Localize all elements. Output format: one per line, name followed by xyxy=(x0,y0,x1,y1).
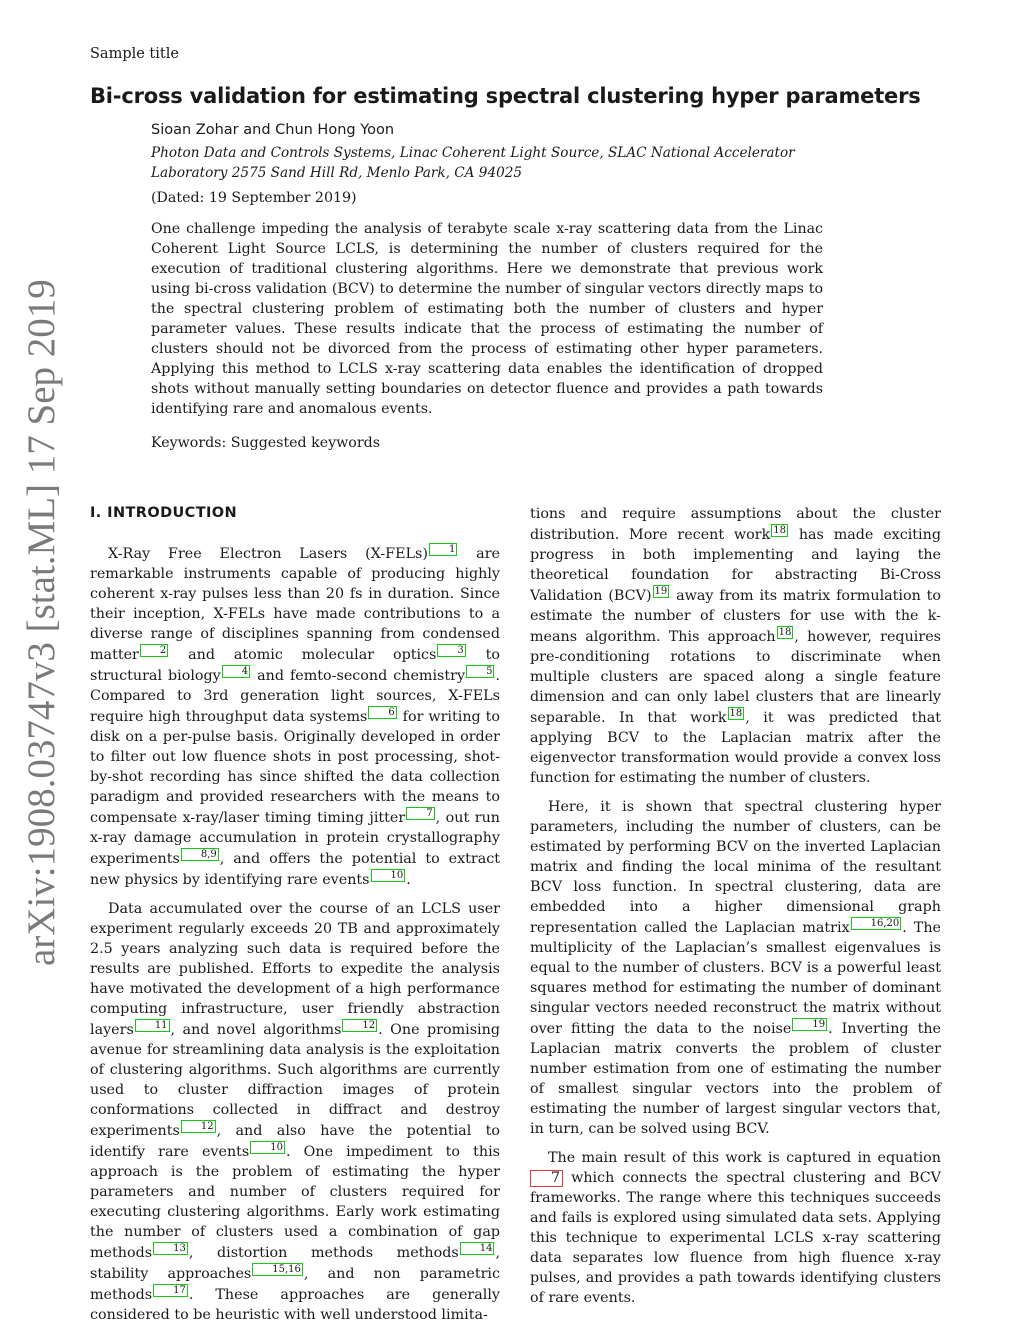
equation-link[interactable]: 7 xyxy=(530,1170,563,1187)
paragraph: Data accumulated over the course of an LCLS user experiment regularly exceeds 20 TB and approximately 2.5 years analyzing such data is required before the results are published. Efforts to expedite the analysis have motivated the development of a high performance computing infrastructure, user friendly abstraction layers 11 , and novel algorithms 12 . One promising avenue for streamlining data analysis is the exploitation of clustering algorithms. Such algorithms are currently used to cluster diffraction images of protein conformations collected in diffract and destroy experiments 12 , and also have the potential to identify rare events 10 . One impediment to this approach is the problem of estimating the hyper parameters and number of clusters required for executing clustering algorithms. Early work estimating the number of clusters used a combination of gap methods 13 , distortion methods methods 14 , stability approaches 15,16 , and non parametric methods 17 . These approaches are generally considered to be heuristic with well understood limita- xyxy=(90,901,500,1323)
abstract: One challenge impeding the analysis of terabyte scale x-ray scattering data from the Linac Coherent Light Source LCLS, is determining the number of clusters required for the execution of traditional clustering algorithms. Here we demonstrate that previous work using bi-cross validation (BCV) to determine the number of singular vectors directly maps to the spectral clustering problem of estimating both the number of clusters and hyper parameter values. These results indicate that the process of estimating the number of clusters should not be divorced from the process of estimating other hyper parameters. Applying this method to LCLS x-ray scattering data enables the identification of dropped shots without manually setting boundaries on detector fluence and provides a path towards identifying rare and anomalous events. xyxy=(151,221,823,417)
citation[interactable]: 15,16 xyxy=(252,1263,303,1276)
citation[interactable]: 18 xyxy=(729,708,743,719)
citation[interactable]: 10 xyxy=(250,1141,285,1154)
citation[interactable]: 3 xyxy=(437,644,465,657)
citation[interactable]: 12 xyxy=(342,1019,377,1032)
citation[interactable]: 12 xyxy=(181,1120,216,1133)
citation[interactable]: 7 xyxy=(406,807,434,820)
citation[interactable]: 19 xyxy=(792,1018,827,1031)
section-heading: I. INTRODUCTION xyxy=(90,505,238,521)
arxiv-stamp-text: arXiv:1908.03747v3 [stat.ML] 17 Sep 2019 xyxy=(20,279,63,966)
citation[interactable]: 19 xyxy=(654,586,668,597)
citation[interactable]: 18 xyxy=(778,627,792,638)
paragraph: Here, it is shown that spectral clustering hyper parameters, including the number of clusters, can be estimated by performing BCV on the inverted Laplacian matrix and finding the local minima of the resultant BCV loss function. In spectral clustering, data are embedded into a higher dimensional graph representation called the Laplacian matrix 16,20 . The multiplicity of the Laplacian’s smallest eigenvalues is equal to the number of clusters. BCV is a powerful least squares method for estimating the number of dominant singular vectors needed reconstruct the matrix without over fitting the data to the noise 19 . Inverting the Laplacian matrix converts the problem of cluster number estimation from one of estimating the number of smallest singular vectors into the problem of estimating the number of largest singular vectors that, in turn, can be solved using BCV. xyxy=(530,799,942,1137)
paragraph: The main result of this work is captured in equation 7 which connects the spectral clustering and BCV frameworks. The range where this techniques succeeds and fails is explored using simulated data sets. Applying this technique to experimental LCLS x-ray scattering data separates low fluence from high fluence x-ray pulses, and provides a path towards identifying clusters of rare events. xyxy=(530,1150,941,1306)
citation[interactable]: 1 xyxy=(429,543,457,556)
keywords: Keywords: Suggested keywords xyxy=(151,435,380,451)
affiliation: Photon Data and Controls Systems, Linac Coherent Light Source, SLAC National Accelerator Laboratory 2575 Sand Hill Rd, Menlo Park, CA 94025 xyxy=(151,145,795,181)
left-column xyxy=(90,543,500,1325)
citation[interactable]: 8,9 xyxy=(181,848,219,861)
citation[interactable]: 14 xyxy=(460,1242,495,1255)
citation[interactable]: 17 xyxy=(153,1284,188,1297)
arxiv-stamp xyxy=(0,0,76,1325)
citation[interactable]: 4 xyxy=(222,665,250,678)
paragraph: tions and require assumptions about the cluster distribution. More recent work 18 has made exciting progress in both implementing and laying the theoretical foundation for abstracting Bi-Cross Validation (BCV) 19 away from its matrix formulation to estimate the number of clusters for use with the k-means algorithm. This approach 18 , however, requires pre-conditioning rotations to discriminate when multiple clusters are spaced along a single feature dimension and can only label clusters that are linearly separable. In that work 18 , it was predicted that applying BCV to the Laplacian matrix after the eigenvector transformation would provide a convex loss function for estimating the number of clusters. xyxy=(530,506,941,786)
right-column xyxy=(530,504,941,1308)
citation[interactable]: 13 xyxy=(153,1242,188,1255)
citation[interactable]: 6 xyxy=(368,706,396,719)
dated: (Dated: 19 September 2019) xyxy=(151,190,357,206)
paper-title: Bi-cross validation for estimating spectral clustering hyper parameters xyxy=(90,84,921,108)
citation[interactable]: 5 xyxy=(466,665,494,678)
citation[interactable]: 2 xyxy=(140,644,168,657)
citation[interactable]: 18 xyxy=(773,525,787,536)
authors: Sioan Zohar and Chun Hong Yoon xyxy=(151,122,395,138)
citation[interactable]: 11 xyxy=(135,1019,170,1032)
running-head: Sample title xyxy=(90,46,179,62)
citation[interactable]: 10 xyxy=(371,869,406,882)
paragraph: X-Ray Free Electron Lasers (X-FELs) 1 are remarkable instruments capable of producing highly coherent x-ray pulses less than 20 fs in duration. Since their inception, X-FELs have made contributions to a diverse range of disciplines spanning from condensed matter 2 and atomic molecular optics 3 to structural biology 4 and femto-second chemistry 5 . Compared to 3rd generation light sources, X-FELs require high throughput data systems 6 for writing to disk on a per-pulse basis. Originally developed in order to filter out low fluence shots in post processing, shot-by-shot recording has since shifted the data collection paradigm and provided researchers with the means to compensate x-ray/laser timing timing jitter 7 , out run x-ray damage accumulation in protein crystallography experiments 8,9 , and offers the potential to extract new physics by identifying rare events 10 . xyxy=(90,544,500,888)
citation[interactable]: 16,20 xyxy=(851,917,902,930)
